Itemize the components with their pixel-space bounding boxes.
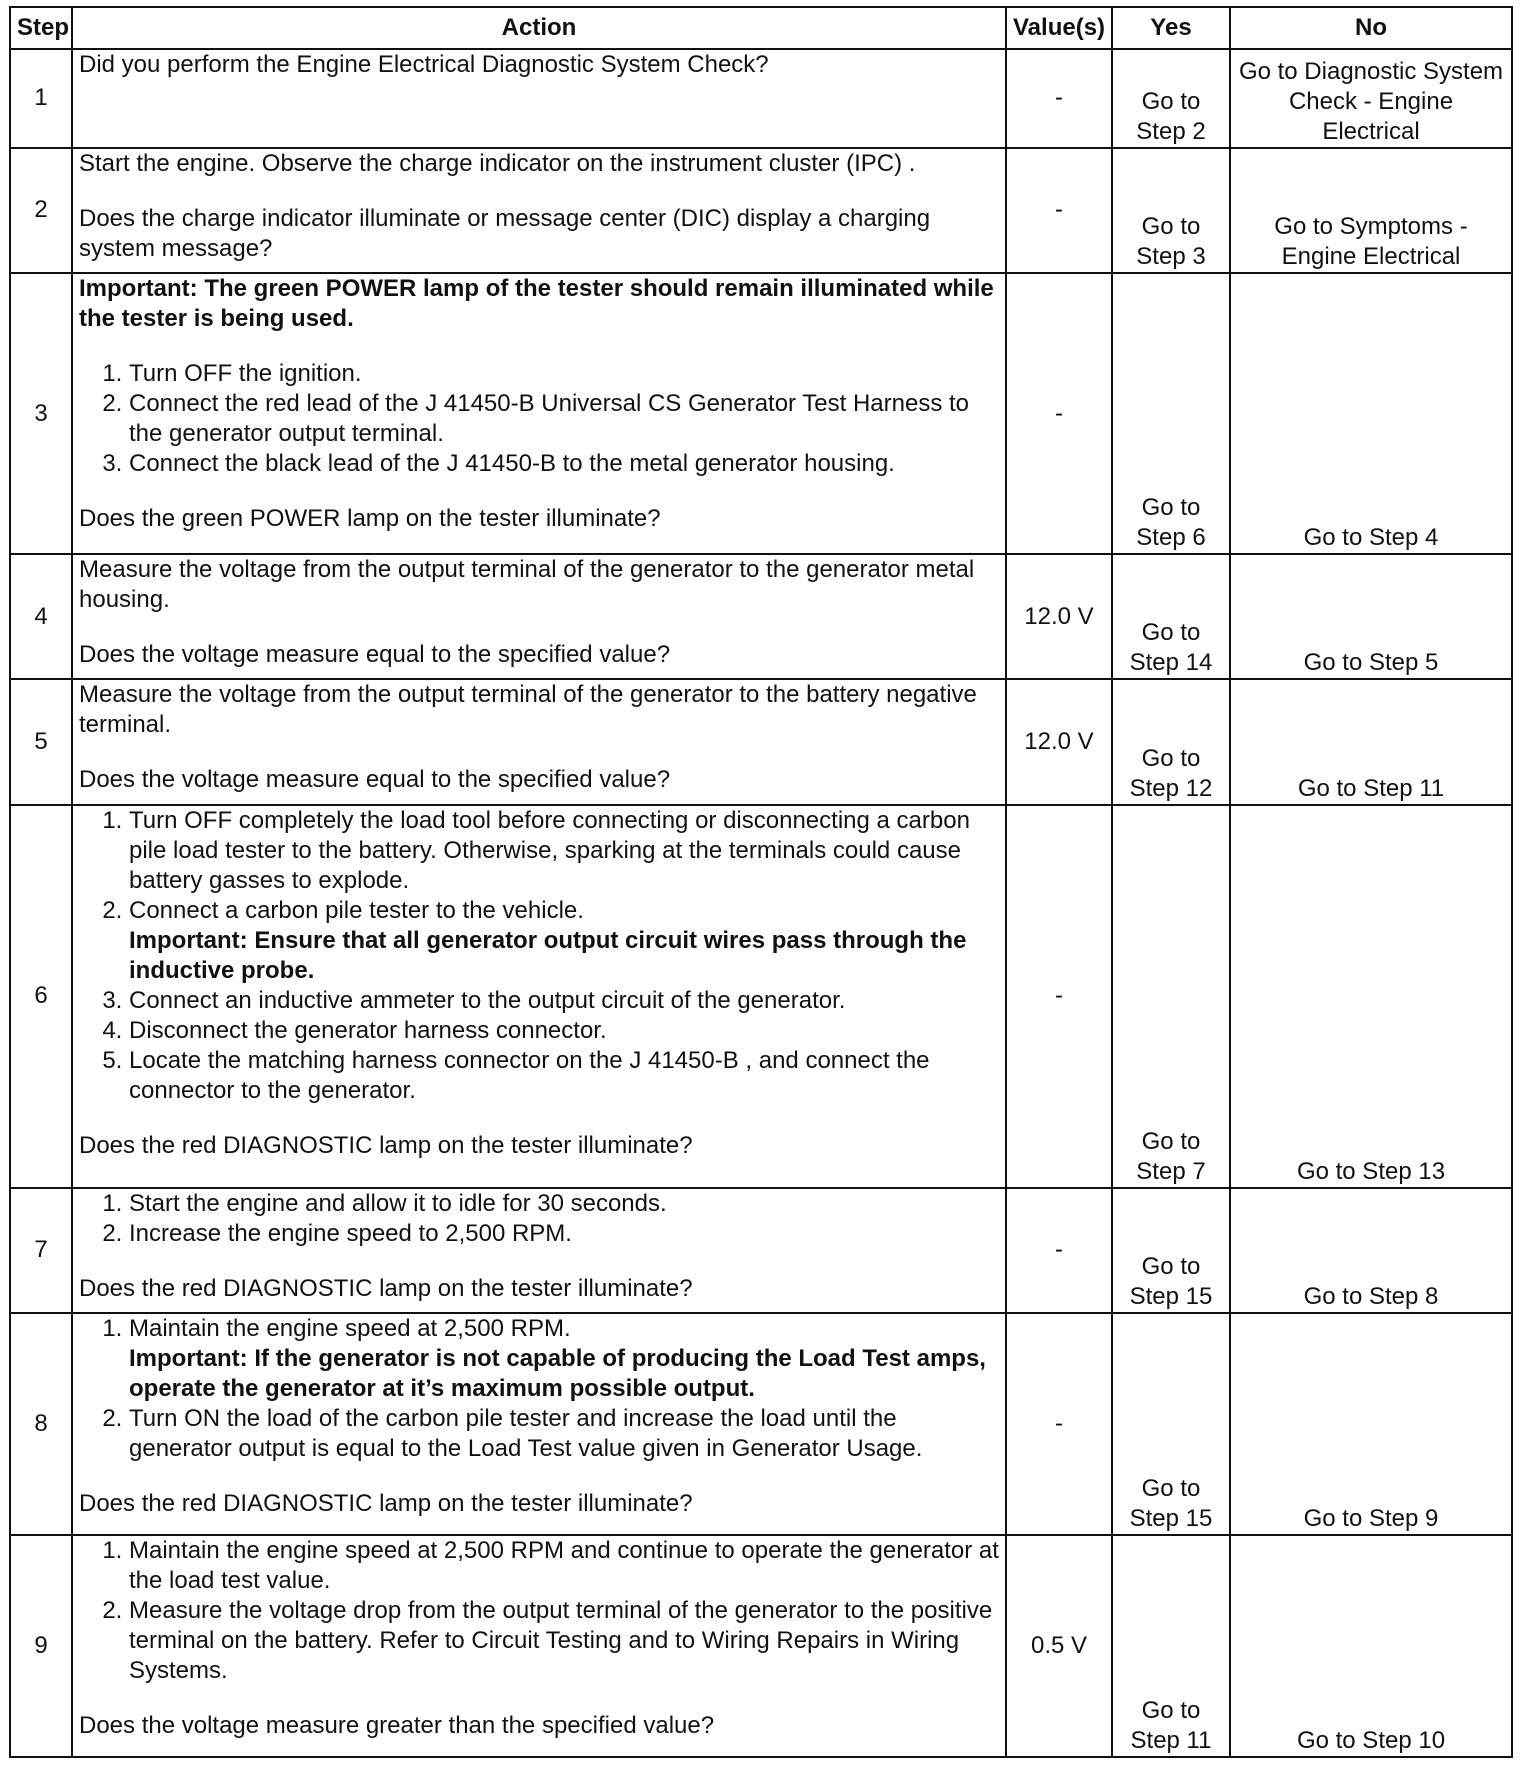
no-cell: Go to Step 11 [1230,679,1512,804]
list-item: 5. Locate the matching harness connector on the J 41450-B , and connect the connector to the generator. [129,1046,999,1106]
table-row [10,49,1512,148]
yes-cell: Go to Step 15 [1112,1188,1230,1313]
action-cell [72,49,1006,148]
value-cell: - [1006,1188,1112,1313]
action-cell [72,148,1006,273]
question-text: Does the voltage measure equal to the specified value? [79,640,671,668]
action-cell [72,1188,1006,1313]
question-text: Does the charge indicator illuminate or message center (DIC) display a charging system message? [79,204,931,262]
table-row [10,1188,1512,1313]
yes-cell: Go to Step 11 [1112,1535,1230,1757]
question-text: Does the red DIAGNOSTIC lamp on the tester illuminate? [79,1490,693,1518]
instruction-list [79,1189,999,1249]
header-step: Step [10,7,72,49]
header-yes: Yes [1112,7,1230,49]
yes-cell: Go to Step 2 [1112,49,1230,148]
step-number: 1 [10,49,72,148]
value-cell: - [1006,1313,1112,1535]
no-cell: Go to Step 13 [1230,805,1512,1188]
step-number: 7 [10,1188,72,1313]
value-cell: 12.0 V [1006,554,1112,679]
no-cell: Go to Step 10 [1230,1535,1512,1757]
yes-cell: Go to Step 14 [1112,554,1230,679]
table-row [10,1535,1512,1757]
list-item [129,896,999,986]
step-number: 4 [10,554,72,679]
action-cell [72,679,1006,804]
important-note: Important: Ensure that all generator output circuit wires pass through the inductive probe. [129,926,967,984]
value-cell: - [1006,49,1112,148]
no-cell: Go to Diagnostic System Check - Engine Electrical [1230,49,1512,148]
intro-text: Start the engine. Observe the charge indicator on the instrument cluster (IPC) . [79,149,916,177]
action-cell [72,554,1006,679]
diagnostic-table [9,6,1513,1758]
yes-cell: Go to Step 6 [1112,273,1230,554]
list-item: 3. Connect the black lead of the J 41450-B to the metal generator housing. [129,449,999,479]
list-item: 2. Connect the red lead of the J 41450-B Universal CS Generator Test Harness to the generator output terminal. [129,389,999,449]
action-cell [72,805,1006,1188]
list-item-text: 2. Connect a carbon pile tester to the vehicle. [129,896,584,924]
yes-cell: Go to Step 7 [1112,805,1230,1188]
value-cell: 12.0 V [1006,679,1112,804]
instruction-list [79,1314,999,1464]
list-item-text: 1. Maintain the engine speed at 2,500 RPM. [129,1315,571,1343]
list-item: 1. Turn OFF the ignition. [129,359,999,389]
table-row [10,273,1512,554]
question-text: Does the voltage measure greater than the specified value? [79,1712,715,1739]
action-cell [72,273,1006,554]
value-cell: - [1006,273,1112,554]
no-cell: Go to Step 8 [1230,1188,1512,1313]
step-number: 2 [10,148,72,273]
value-cell: - [1006,805,1112,1188]
list-item: 1. Start the engine and allow it to idle for 30 seconds. [129,1189,999,1219]
table-row [10,805,1512,1188]
header-no: No [1230,7,1512,49]
action-cell [72,1535,1006,1757]
no-cell: Go to Step 5 [1230,554,1512,679]
yes-cell: Go to Step 3 [1112,148,1230,273]
table-row [10,679,1512,804]
table-row [10,554,1512,679]
value-cell: - [1006,148,1112,273]
header-values: Value(s) [1006,7,1112,49]
step-number: 8 [10,1313,72,1535]
list-item: 3. Connect an inductive ammeter to the output circuit of the generator. [129,986,999,1016]
value-cell: 0.5 V [1006,1535,1112,1757]
question-text: Does the green POWER lamp on the tester illuminate? [79,505,661,533]
list-item [129,1314,999,1404]
list-item: 2. Turn ON the load of the carbon pile tester and increase the load until the generator output is equal to the Load Test value given in Generator Usage. [129,1404,999,1464]
no-cell: Go to Symptoms - Engine Electrical [1230,148,1512,273]
action-cell [72,1313,1006,1535]
yes-cell: Go to Step 15 [1112,1313,1230,1535]
question-text: Does the red DIAGNOSTIC lamp on the tester illuminate? [79,1274,693,1302]
table-row [10,148,1512,273]
important-note: Important: If the generator is not capable of producing the Load Test amps, operate the generator at it’s maximum possible output. [129,1345,986,1403]
question-text: Did you perform the Engine Electrical Diagnostic System Check? [79,51,769,78]
step-number: 3 [10,273,72,554]
no-cell: Go to Step 9 [1230,1313,1512,1535]
table-row [10,1313,1512,1535]
question-text: Does the voltage measure equal to the specified value? [79,766,671,794]
instruction-list [79,1536,999,1686]
step-number: 6 [10,805,72,1188]
step-number: 5 [10,679,72,804]
yes-cell: Go to Step 12 [1112,679,1230,804]
list-item: 2. Measure the voltage drop from the output terminal of the generator to the positive terminal on the battery. Refer to Circuit Testing and to Wiring Repairs in Wiring Systems. [129,1596,999,1686]
no-cell: Go to Step 4 [1230,273,1512,554]
intro-text: Measure the voltage from the output terminal of the generator to the generator metal housing. [79,555,975,613]
list-item: 4. Disconnect the generator harness connector. [129,1016,999,1046]
instruction-list [79,359,999,479]
step-number: 9 [10,1535,72,1757]
instruction-list [79,806,999,1106]
header-action: Action [72,7,1006,49]
important-note: Important: The green POWER lamp of the tester should remain illuminated while the tester is being used. [79,275,994,333]
list-item: 2. Increase the engine speed to 2,500 RPM. [129,1219,999,1249]
header-row [10,7,1512,49]
question-text: Does the red DIAGNOSTIC lamp on the tester illuminate? [79,1131,693,1159]
intro-text: Measure the voltage from the output terminal of the generator to the battery negative terminal. [79,681,977,739]
list-item: 1. Maintain the engine speed at 2,500 RPM and continue to operate the generator at the load test value. [129,1536,999,1596]
list-item: 1. Turn OFF completely the load tool before connecting or disconnecting a carbon pile load tester to the battery. Otherwise, sparking at the terminals could cause battery gasses to explode. [129,806,999,896]
